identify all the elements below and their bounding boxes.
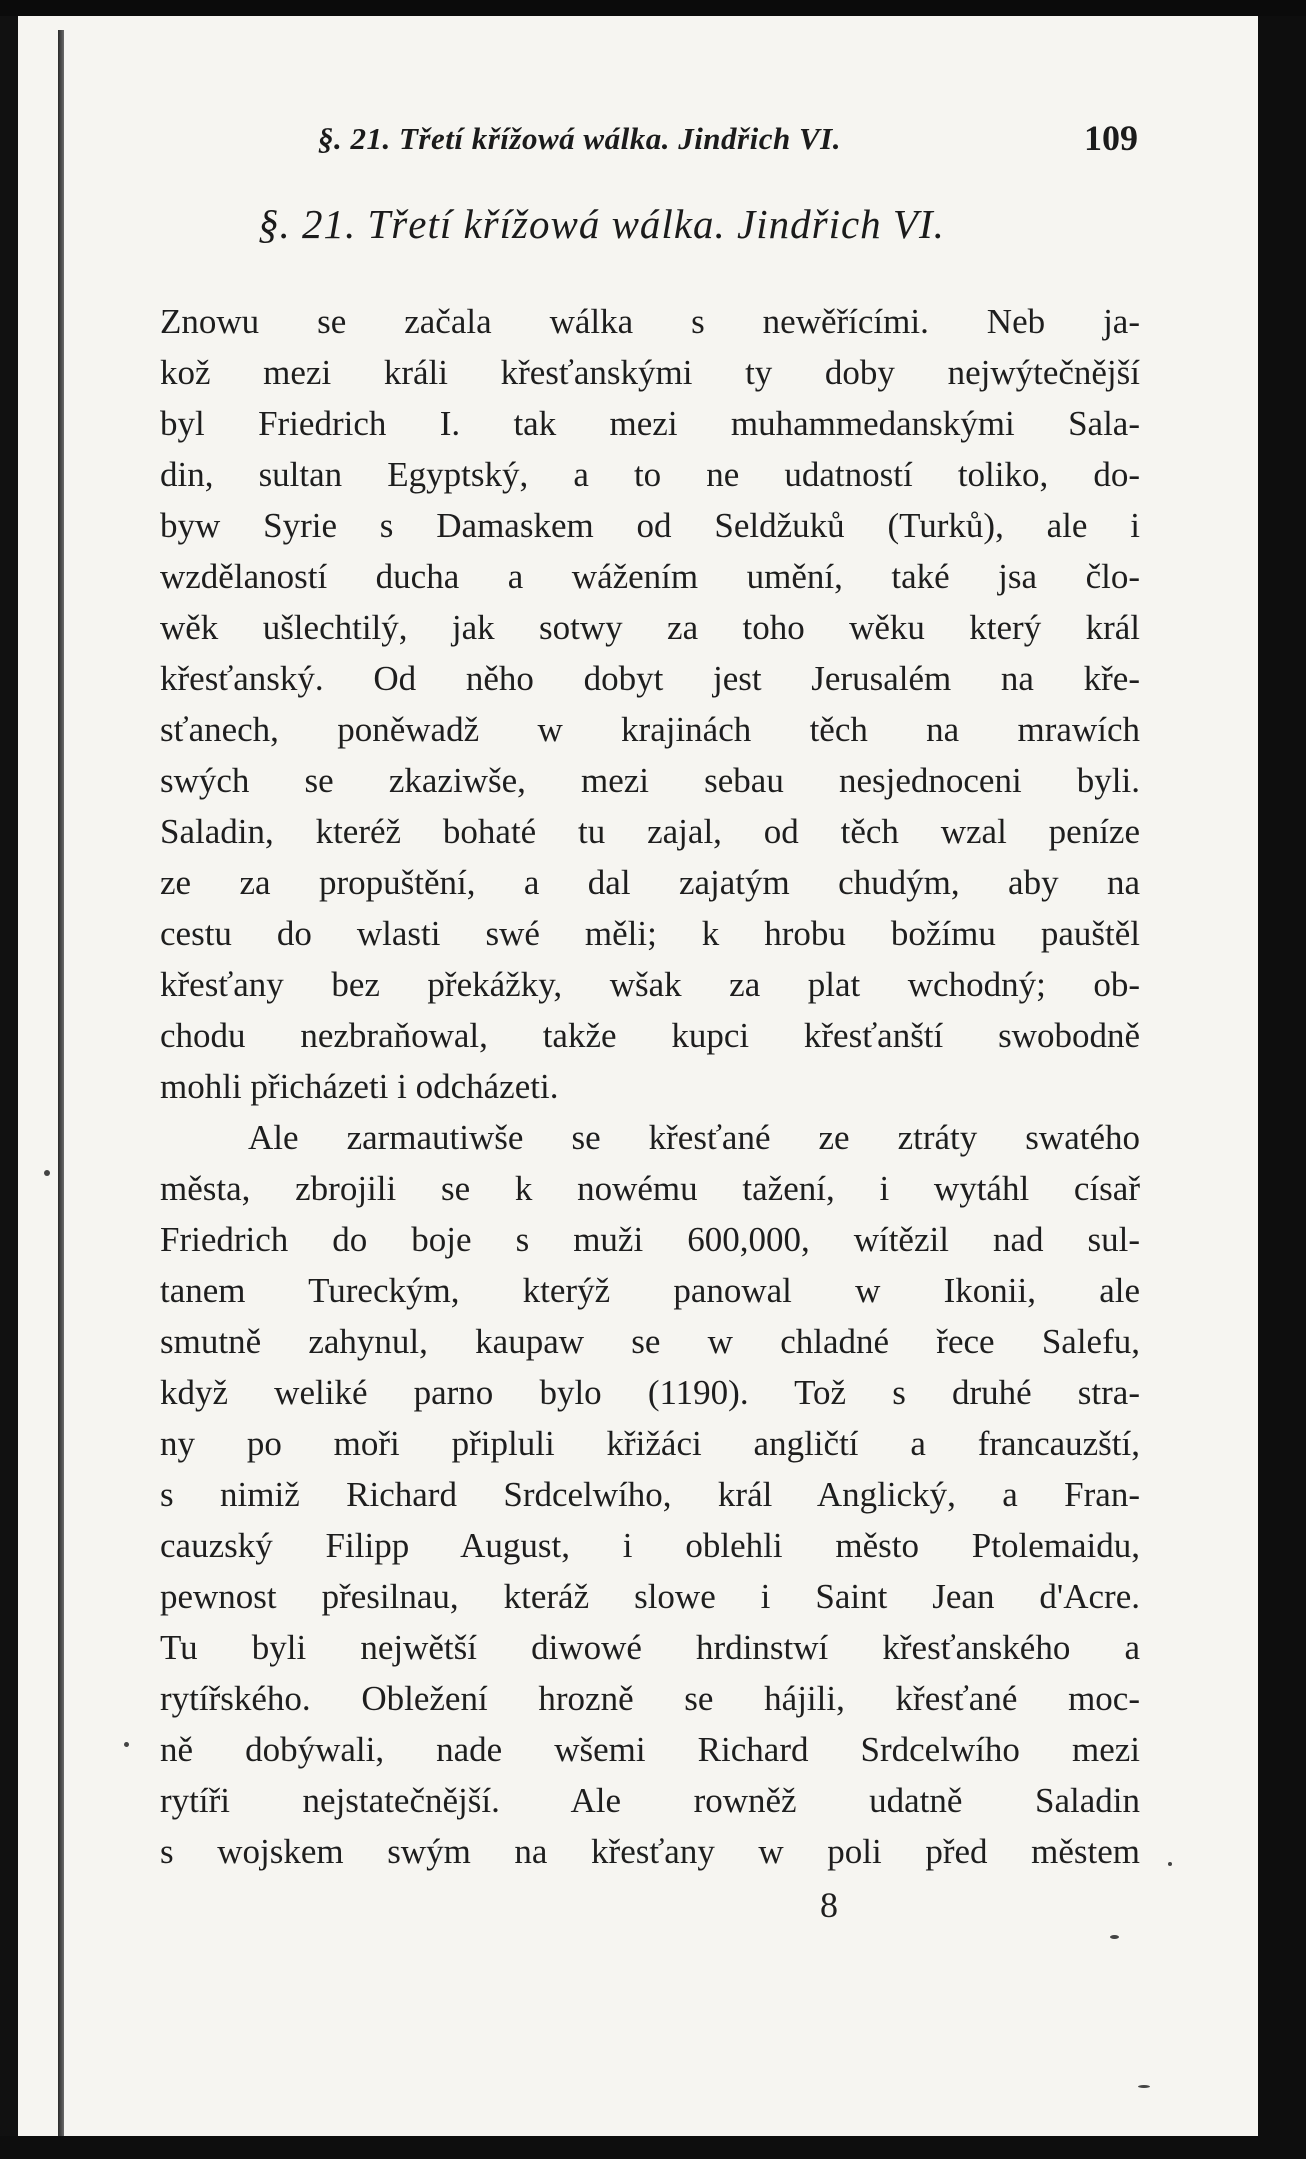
text-line: křesťanský. Od něho dobyt jest Jerusalém na kře- bbox=[160, 659, 1140, 698]
text-line: tanem Tureckým, kterýž panowal w Ikonii, ale bbox=[160, 1271, 1140, 1310]
running-head-title: §. 21. Třetí křížowá wálka. Jindřich VI. bbox=[318, 121, 841, 156]
text-line: ze za propuštění, a dal zajatým chudým, aby na bbox=[160, 863, 1140, 902]
text-line: wěk ušlechtilý, jak sotwy za toho wěku který král bbox=[160, 608, 1140, 647]
text-line: cauzský Filipp August, i oblehli město Ptolemaidu, bbox=[160, 1526, 1140, 1565]
text-line: ny po moři připluli křižáci angličtí a francauzští, bbox=[160, 1424, 1140, 1463]
signature-mark: 8 bbox=[820, 1885, 838, 1925]
paper-speck bbox=[124, 1742, 129, 1747]
paper-speck bbox=[1138, 2085, 1150, 2088]
section-title: §. 21. Třetí křížowá wálka. Jindřich VI. bbox=[258, 201, 945, 247]
paper-speck bbox=[44, 1170, 50, 1176]
text-line: kož mezi králi křesťanskými ty doby nejwýtečnější bbox=[160, 353, 1140, 392]
body-text bbox=[160, 296, 1140, 1877]
running-head bbox=[318, 117, 1138, 161]
text-line: rytířského. Obležení hrozně se hájili, křesťané moc- bbox=[160, 1679, 1140, 1718]
paragraph-1 bbox=[160, 296, 1140, 1112]
text-line: din, sultan Egyptský, a to ne udatností toliko, do- bbox=[160, 455, 1140, 494]
text-line: Znowu se začala wálka s newěřícími. Neb ja- bbox=[160, 302, 1140, 341]
text-line: mohli přicházeti i odcházeti. bbox=[160, 1067, 559, 1106]
text-line: swých se zkaziwše, mezi sebau nesjednoceni byli. bbox=[160, 761, 1140, 800]
text-line: wzdělaností ducha a wážením umění, také jsa člo- bbox=[160, 557, 1140, 596]
text-line: cestu do wlasti swé měli; k hrobu božímu pauštěl bbox=[160, 914, 1140, 953]
text-line: když weliké parno bylo (1190). Tož s druhé stra- bbox=[160, 1373, 1140, 1412]
scan-bottom-edge bbox=[0, 2136, 1306, 2159]
page-number: 109 bbox=[1084, 118, 1138, 158]
scan-right-edge bbox=[1258, 16, 1306, 2159]
paragraph-2 bbox=[160, 1112, 1140, 1877]
paper-speck bbox=[1110, 1935, 1119, 1939]
text-line: ně dobýwali, nade wšemi Richard Srdcelwího mezi bbox=[160, 1730, 1140, 1769]
text-line: pewnost přesilnau, kteráž slowe i Saint Jean d'Acre. bbox=[160, 1577, 1140, 1616]
text-line: byl Friedrich I. tak mezi muhammedanskými Sala- bbox=[160, 404, 1140, 443]
text-line: rytíři nejstatečnější. Ale rowněž udatně Saladin bbox=[160, 1781, 1140, 1820]
text-line: křesťany bez překážky, wšak za plat wchodný; ob- bbox=[160, 965, 1140, 1004]
text-line: s nimiž Richard Srdcelwího, král Anglický, a Fran- bbox=[160, 1475, 1140, 1514]
scan-top-border bbox=[0, 0, 1306, 16]
text-line: Ale zarmautiwše se křesťané ze ztráty swatého bbox=[248, 1118, 1140, 1157]
text-line: chodu nezbraňowal, takže kupci křesťanští swobodně bbox=[160, 1016, 1140, 1055]
text-line: Saladin, kteréž bohaté tu zajal, od těch wzal peníze bbox=[160, 812, 1140, 851]
text-line: byw Syrie s Damaskem od Seldžuků (Turků), ale i bbox=[160, 506, 1140, 545]
text-line: města, zbrojili se k nowému tažení, i wytáhl císař bbox=[160, 1169, 1140, 1208]
text-line: s wojskem swým na křesťany w poli před městem bbox=[160, 1832, 1140, 1871]
gutter-shadow bbox=[58, 30, 64, 2136]
text-line: smutně zahynul, kaupaw se w chladné řece Salefu, bbox=[160, 1322, 1140, 1361]
text-line: Friedrich do boje s muži 600,000, wítězil nad sul- bbox=[160, 1220, 1140, 1259]
paper-speck bbox=[1168, 1862, 1172, 1866]
text-line: Tu byli nejwětší diwowé hrdinstwí křesťanského a bbox=[160, 1628, 1140, 1667]
text-line: sťanech, poněwadž w krajinách těch na mrawích bbox=[160, 710, 1140, 749]
